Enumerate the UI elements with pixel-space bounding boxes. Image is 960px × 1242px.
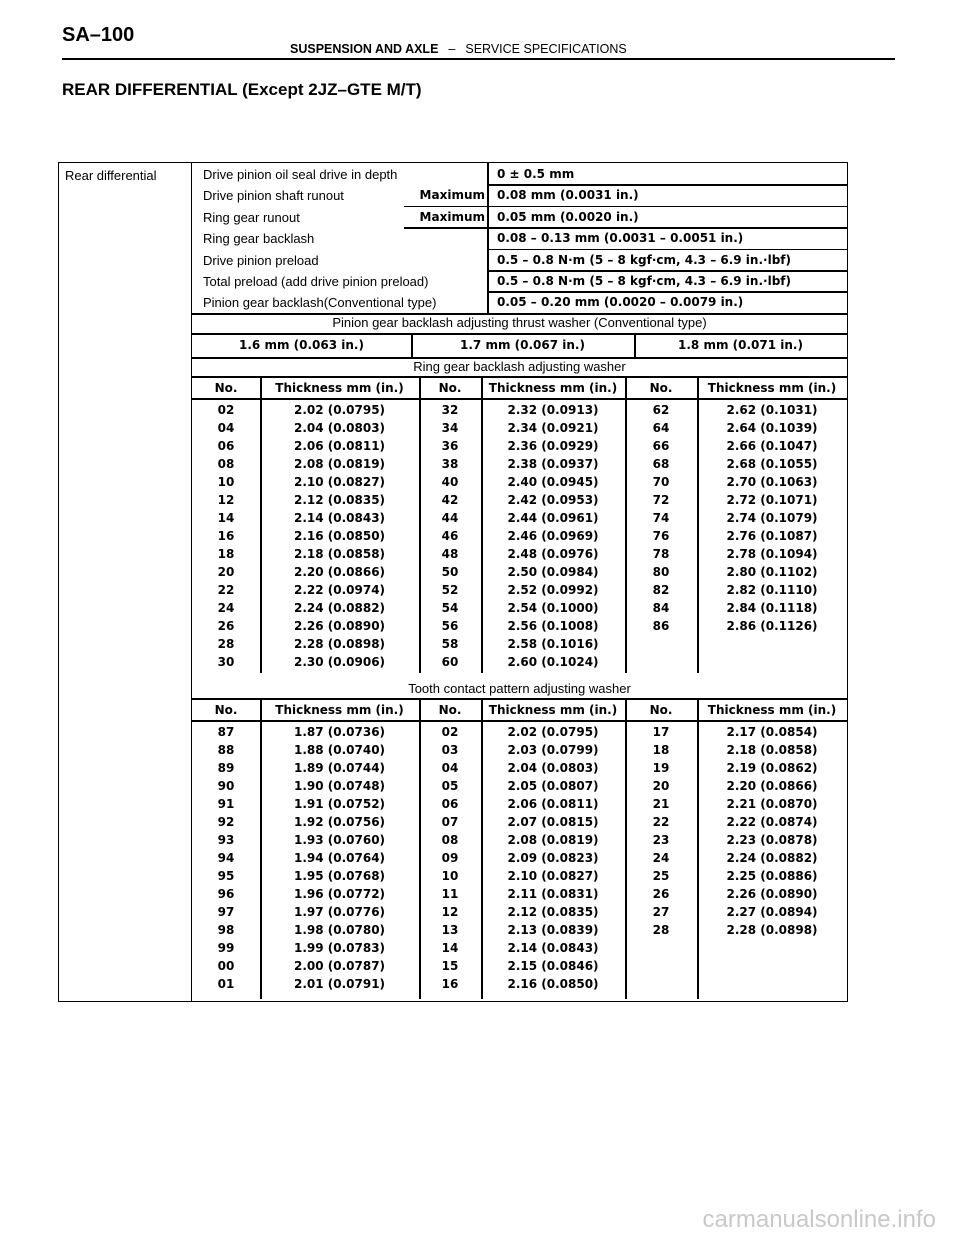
washer-no: 04 [441, 761, 459, 775]
washer-no: 32 [441, 403, 459, 417]
washer-thickness: 2.09 (0.0823) [507, 851, 599, 865]
row-divider [487, 291, 847, 293]
washer-no: 60 [441, 655, 459, 669]
washer-thickness: 2.21 (0.0870) [726, 797, 818, 811]
washer-no: 23 [652, 833, 670, 847]
washer-thickness: 2.58 (0.1016) [507, 637, 599, 651]
washer-thickness: 2.56 (0.1008) [507, 619, 599, 633]
washer-thickness: 2.14 (0.0843) [293, 511, 386, 525]
washer-thickness: 1.95 (0.0768) [293, 869, 386, 883]
washer-thickness: 2.50 (0.0984) [507, 565, 599, 579]
washer-thickness: 2.17 (0.0854) [726, 725, 818, 739]
washer-no: 26 [217, 619, 235, 633]
column-header-no: No. [649, 381, 673, 395]
value-column-divider [487, 163, 489, 313]
header-rule [62, 58, 895, 60]
washer-no: 21 [652, 797, 670, 811]
washer-thickness: 2.12 (0.0835) [507, 905, 599, 919]
washer-no: 95 [217, 869, 235, 883]
washer-no: 28 [652, 923, 670, 937]
washer-thickness: 2.84 (0.1118) [726, 601, 818, 615]
washer-no: 24 [217, 601, 235, 615]
washer-thickness: 2.68 (0.1055) [726, 457, 818, 471]
washer-no: 68 [652, 457, 670, 471]
washer-no: 89 [217, 761, 235, 775]
washer-no: 16 [441, 977, 459, 991]
washer-no: 07 [441, 815, 459, 829]
washer-no: 88 [217, 743, 235, 757]
washer-thickness: 1.88 (0.0740) [293, 743, 386, 757]
washer-no: 14 [441, 941, 459, 955]
washer-no: 12 [217, 493, 235, 507]
washer-no: 54 [441, 601, 459, 615]
spec-qualifier: Maximum [419, 209, 485, 224]
washer-thickness: 2.27 (0.0894) [726, 905, 818, 919]
washer-thickness: 2.60 (0.1024) [507, 655, 599, 669]
washer-thickness: 2.05 (0.0807) [507, 779, 599, 793]
washer-no: 96 [217, 887, 235, 901]
washer-thickness: 2.04 (0.0803) [293, 421, 386, 435]
cell-divider [411, 333, 413, 357]
washer-thickness: 2.10 (0.0827) [507, 869, 599, 883]
row-divider [404, 206, 847, 208]
washer-thickness: 1.90 (0.0748) [293, 779, 386, 793]
washer-no: 16 [217, 529, 235, 543]
watermark: carmanualsonline.info [702, 1206, 936, 1233]
washer-thickness: 2.07 (0.0815) [507, 815, 599, 829]
washer-thickness: 2.80 (0.1102) [726, 565, 818, 579]
washer-thickness: 2.19 (0.0862) [726, 761, 818, 775]
washer-thickness: 2.40 (0.0945) [507, 475, 599, 489]
row-divider [191, 720, 847, 722]
washer-thickness: 2.54 (0.1000) [507, 601, 599, 615]
washer-no: 05 [441, 779, 459, 793]
section-name: SUSPENSION AND AXLE [290, 42, 439, 56]
row-divider [487, 184, 847, 186]
washer-no: 11 [441, 887, 459, 901]
washer-no: 09 [441, 851, 459, 865]
washer-no: 70 [652, 475, 670, 489]
washer-thickness: 2.20 (0.0866) [293, 565, 386, 579]
washer-no: 25 [652, 869, 670, 883]
spec-value: 0 ± 0.5 mm [497, 167, 575, 181]
washer-no: 34 [441, 421, 459, 435]
washer-thickness: 2.28 (0.0898) [726, 923, 818, 937]
spec-label: Total preload (add drive pinion preload) [203, 274, 429, 289]
washer-thickness: 2.26 (0.0890) [293, 619, 386, 633]
washer-thickness: 2.28 (0.0898) [293, 637, 386, 651]
column-header-no: No. [438, 381, 462, 395]
washer-thickness: 2.20 (0.0866) [726, 779, 818, 793]
washer-thickness: 2.06 (0.0811) [507, 797, 599, 811]
washer-thickness: 2.42 (0.0953) [507, 493, 599, 507]
washer-thickness: 2.38 (0.0937) [507, 457, 599, 471]
row-divider [191, 376, 847, 378]
washer-no: 94 [217, 851, 235, 865]
washer-no: 86 [652, 619, 670, 633]
washer-thickness: 2.01 (0.0791) [293, 977, 386, 991]
washer-thickness: 2.11 (0.0831) [507, 887, 599, 901]
row-divider [191, 333, 847, 335]
washer-thickness: 1.89 (0.0744) [293, 761, 386, 775]
washer-no: 22 [652, 815, 670, 829]
washer-no: 10 [441, 869, 459, 883]
washer-thickness: 2.78 (0.1094) [726, 547, 818, 561]
thrust-washer-option: 1.6 mm (0.063 in.) [239, 338, 364, 352]
washer-no: 00 [217, 959, 235, 973]
washer-no: 20 [652, 779, 670, 793]
row-divider [191, 698, 847, 700]
washer-no: 10 [217, 475, 235, 489]
washer-thickness: 2.76 (0.1087) [726, 529, 818, 543]
column-header-thickness: Thickness mm (in.) [275, 381, 404, 395]
washer-no: 48 [441, 547, 459, 561]
spec-label: Pinion gear backlash(Conventional type) [203, 295, 437, 311]
spec-label: Drive pinion preload [203, 252, 319, 268]
washer-thickness: 2.36 (0.0929) [507, 439, 599, 453]
spec-value: 0.05 mm (0.0020 in.) [497, 209, 639, 224]
washer-no: 78 [652, 547, 670, 561]
washer-no: 08 [441, 833, 459, 847]
washer-thickness: 2.22 (0.0974) [293, 583, 386, 597]
thrust-washer-option: 1.7 mm (0.067 in.) [460, 338, 585, 352]
washer-thickness: 2.46 (0.0969) [507, 529, 599, 543]
washer-no: 22 [217, 583, 235, 597]
washer-thickness: 1.99 (0.0783) [293, 941, 386, 955]
column-header-no: No. [438, 703, 462, 717]
washer-thickness: 2.44 (0.0961) [507, 511, 599, 525]
washer-thickness: 2.62 (0.1031) [726, 403, 818, 417]
washer-no: 66 [652, 439, 670, 453]
spec-value: 0.08 – 0.13 mm (0.0031 – 0.0051 in.) [497, 231, 744, 246]
group-label: Rear differential [65, 168, 157, 183]
washer-thickness: 2.16 (0.0850) [293, 529, 386, 543]
washer-thickness: 2.02 (0.0795) [293, 403, 386, 417]
washer-no: 02 [441, 725, 459, 739]
washer-no: 30 [217, 655, 235, 669]
row-divider [487, 249, 847, 251]
washer-no: 44 [441, 511, 459, 525]
washer-thickness: 2.30 (0.0906) [293, 655, 386, 669]
ring-gear-washer-heading: Ring gear backlash adjusting washer [413, 359, 626, 374]
column-header-no: No. [649, 703, 673, 717]
column-header-thickness: Thickness mm (in.) [488, 703, 618, 717]
washer-no: 15 [441, 959, 459, 973]
washer-no: 92 [217, 815, 235, 829]
spec-table [58, 162, 848, 1002]
running-header [290, 42, 627, 56]
washer-no: 56 [441, 619, 459, 633]
spec-value: 0.05 – 0.20 mm (0.0020 – 0.0079 in.) [497, 295, 744, 310]
washer-thickness: 1.91 (0.0752) [293, 797, 386, 811]
washer-no: 97 [217, 905, 235, 919]
row-divider [191, 398, 847, 400]
washer-thickness: 2.13 (0.0839) [507, 923, 599, 937]
washer-thickness: 1.98 (0.0780) [293, 923, 386, 937]
washer-thickness: 1.94 (0.0764) [293, 851, 386, 865]
washer-no: 01 [217, 977, 235, 991]
washer-thickness: 2.86 (0.1126) [726, 619, 818, 633]
washer-thickness: 2.18 (0.0858) [293, 547, 386, 561]
washer-no: 62 [652, 403, 670, 417]
washer-no: 06 [441, 797, 459, 811]
thrust-washer-option: 1.8 mm (0.071 in.) [678, 338, 803, 352]
washer-thickness: 2.82 (0.1110) [726, 583, 818, 597]
washer-no: 84 [652, 601, 670, 615]
column-header-thickness: Thickness mm (in.) [707, 381, 837, 395]
washer-no: 99 [217, 941, 235, 955]
spec-label: Ring gear runout [203, 209, 300, 225]
washer-no: 20 [217, 565, 235, 579]
washer-thickness: 1.92 (0.0756) [293, 815, 386, 829]
washer-thickness: 2.70 (0.1063) [726, 475, 818, 489]
washer-no: 38 [441, 457, 459, 471]
washer-thickness: 2.08 (0.0819) [293, 457, 386, 471]
washer-thickness: 2.72 (0.1071) [726, 493, 818, 507]
washer-no: 18 [652, 743, 670, 757]
washer-thickness: 2.22 (0.0874) [726, 815, 818, 829]
column-header-no: No. [214, 381, 238, 395]
washer-thickness: 2.52 (0.0992) [507, 583, 599, 597]
header-separator: – [448, 42, 456, 56]
thrust-washer-heading: Pinion gear backlash adjusting thrust washer (Conventional type) [332, 315, 707, 330]
washer-thickness: 2.18 (0.0858) [726, 743, 818, 757]
washer-no: 18 [217, 547, 235, 561]
spec-label: Ring gear backlash [203, 231, 315, 247]
washer-no: 12 [441, 905, 459, 919]
washer-thickness: 2.10 (0.0827) [293, 475, 386, 489]
washer-thickness: 2.04 (0.0803) [507, 761, 599, 775]
washer-no: 24 [652, 851, 670, 865]
washer-thickness: 2.26 (0.0890) [726, 887, 818, 901]
washer-thickness: 2.06 (0.0811) [293, 439, 386, 453]
washer-thickness: 2.15 (0.0846) [507, 959, 599, 973]
washer-thickness: 2.03 (0.0799) [507, 743, 599, 757]
washer-no: 80 [652, 565, 670, 579]
washer-no: 26 [652, 887, 670, 901]
washer-thickness: 2.32 (0.0913) [507, 403, 599, 417]
washer-thickness: 2.12 (0.0835) [293, 493, 386, 507]
washer-thickness: 2.14 (0.0843) [507, 941, 599, 955]
washer-no: 93 [217, 833, 235, 847]
row-divider [404, 227, 847, 229]
washer-thickness: 1.93 (0.0760) [293, 833, 386, 847]
washer-thickness: 2.24 (0.0882) [293, 601, 386, 615]
washer-no: 46 [441, 529, 459, 543]
spec-label: Drive pinion shaft runout [203, 188, 344, 204]
spec-value: 0.5 – 0.8 N·m (5 – 8 kgf·cm, 4.3 – 6.9 in.·lbf) [497, 252, 791, 267]
row-divider [487, 270, 847, 272]
washer-no: 42 [441, 493, 459, 507]
washer-thickness: 2.48 (0.0976) [507, 547, 599, 561]
washer-no: 52 [441, 583, 459, 597]
spec-qualifier: Maximum [419, 188, 485, 203]
washer-no: 14 [217, 511, 235, 525]
washer-thickness: 2.23 (0.0878) [726, 833, 818, 847]
washer-no: 90 [217, 779, 235, 793]
washer-no: 19 [652, 761, 670, 775]
washer-no: 06 [217, 439, 235, 453]
washer-no: 40 [441, 475, 459, 489]
washer-no: 98 [217, 923, 235, 937]
washer-no: 04 [217, 421, 235, 435]
washer-no: 08 [217, 457, 235, 471]
washer-no: 13 [441, 923, 459, 937]
washer-no: 50 [441, 565, 459, 579]
page-title: REAR DIFFERENTIAL (Except 2JZ–GTE M/T) [62, 80, 422, 99]
washer-thickness: 1.97 (0.0776) [293, 905, 386, 919]
column-header-thickness: Thickness mm (in.) [275, 703, 404, 717]
washer-no: 27 [652, 905, 670, 919]
washer-thickness: 2.34 (0.0921) [507, 421, 599, 435]
washer-no: 17 [652, 725, 670, 739]
washer-thickness: 2.25 (0.0886) [726, 869, 818, 883]
tooth-contact-washer-heading: Tooth contact pattern adjusting washer [408, 681, 631, 696]
washer-thickness: 1.96 (0.0772) [293, 887, 386, 901]
washer-no: 87 [217, 725, 235, 739]
washer-thickness: 2.74 (0.1079) [726, 511, 818, 525]
washer-no: 76 [652, 529, 670, 543]
spec-value: 0.5 – 0.8 N·m (5 – 8 kgf·cm, 4.3 – 6.9 in.·lbf) [497, 274, 791, 288]
column-header-no: No. [214, 703, 238, 717]
washer-no: 28 [217, 637, 235, 651]
washer-no: 36 [441, 439, 459, 453]
spec-value: 0.08 mm (0.0031 in.) [497, 188, 639, 203]
washer-thickness: 2.66 (0.1047) [726, 439, 818, 453]
washer-no: 72 [652, 493, 670, 507]
washer-no: 64 [652, 421, 670, 435]
washer-no: 74 [652, 511, 670, 525]
washer-no: 02 [217, 403, 235, 417]
column-header-thickness: Thickness mm (in.) [488, 381, 618, 395]
spec-label: Drive pinion oil seal drive in depth [203, 167, 398, 182]
washer-thickness: 2.64 (0.1039) [726, 421, 818, 435]
washer-thickness: 2.16 (0.0850) [507, 977, 599, 991]
washer-thickness: 2.08 (0.0819) [507, 833, 599, 847]
washer-no: 58 [441, 637, 459, 651]
washer-thickness: 2.24 (0.0882) [726, 851, 818, 865]
page-number: SA–100 [62, 24, 135, 46]
washer-thickness: 2.02 (0.0795) [507, 725, 599, 739]
cell-divider [634, 333, 636, 357]
column-header-thickness: Thickness mm (in.) [707, 703, 837, 717]
washer-no: 82 [652, 583, 670, 597]
washer-no: 91 [217, 797, 235, 811]
washer-thickness: 1.87 (0.0736) [293, 725, 386, 739]
subsection-name: SERVICE SPECIFICATIONS [465, 42, 627, 56]
washer-no: 03 [441, 743, 459, 757]
washer-thickness: 2.00 (0.0787) [293, 959, 386, 973]
